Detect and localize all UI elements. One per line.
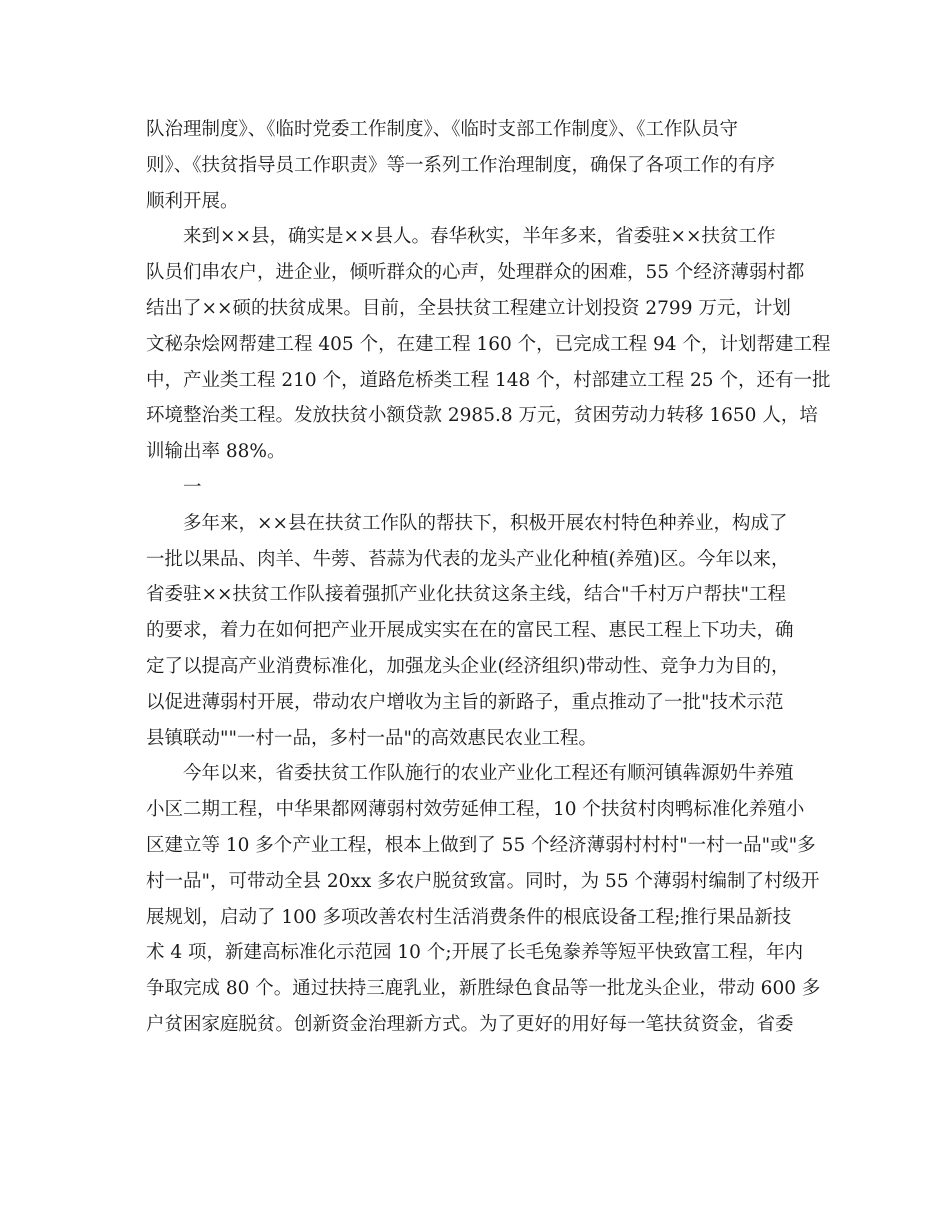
text-line: 术 4 项，新建高标准化示范园 10 个;开展了长毛兔豢养等短平快致富工程，年内 [146, 942, 804, 964]
text-line: 以促进薄弱村开展，带动农户增收为主旨的新路子，重点推动了一批"技术示范 [146, 691, 784, 713]
text-line: 今年以来，省委扶贫工作队施行的农业产业化工程还有顺河镇犇源奶牛养殖 [183, 763, 794, 785]
text-line: 结出了××硕的扶贫成果。目前，全县扶贫工程建立计划投资 2799 万元，计划 [146, 297, 791, 319]
document-page [146, 112, 831, 1043]
text-line: 县镇联动""一村一品，多村一品"的高效惠民农业工程。 [146, 727, 598, 749]
text-line: 一 [183, 476, 202, 498]
text-line: 队治理制度》、《临时党委工作制度》、《临时支部工作制度》、《工作队员守 [146, 119, 739, 140]
text-line: 小区二期工程，中华果都网薄弱村效劳延伸工程，10 个扶贫村肉鸭标准化养殖小 [146, 799, 805, 821]
text-line: 队员们串农户，进企业，倾听群众的心声，处理群众的困难，55 个经济薄弱村都 [146, 262, 805, 284]
text-line: 中，产业类工程 210 个，道路危桥类工程 148 个，村部建立工程 25 个，还有一批 [146, 369, 831, 391]
text-line: 定了以提高产业消费标准化，加强龙头企业(经济组织)带动性、竞争力为目的， [146, 655, 790, 677]
text-line: 村一品"，可带动全县 20xx 多农户脱贫致富。同时，为 55 个薄弱村编制了村级开 [146, 870, 820, 892]
text-line: 区建立等 10 多个产业工程，根本上做到了 55 个经济薄弱村村村"一村一品"或"多 [146, 834, 816, 856]
text-line: 则》、《扶贫指导员工作职责》等一系列工作治理制度，确保了各项工作的有序 [146, 154, 776, 176]
text-line: 展规划，启动了 100 多项改善农村生活消费条件的根底设备工程;推行果品新技 [146, 906, 792, 928]
text-line: 训输出率 88%。 [146, 441, 286, 463]
text-line: 来到××县，确实是××县人。春华秋实，半年多来，省委驻××扶贫工作 [183, 226, 776, 248]
text-line: 户贫困家庭脱贫。创新资金治理新方式。为了更好的用好每一笔扶贫资金，省委 [146, 1013, 794, 1035]
text-line: 多年来，××县在扶贫工作队的帮扶下，积极开展农村特色种养业，构成了 [183, 512, 788, 534]
text-line: 顺利开展。 [146, 190, 239, 212]
text-line: 环境整治类工程。发放扶贫小额贷款 2985.8 万元，贫困劳动力转移 1650 人，培 [146, 405, 818, 427]
text-line: 争取完成 80 个。通过扶持三鹿乳业，新胜绿色食品等一批龙头企业，带动 600 多 [146, 978, 821, 1000]
text-line: 一批以果品、肉羊、牛蒡、苔蒜为代表的龙头产业化种植(养殖)区。今年以来， [146, 548, 790, 570]
text-line: 省委驻××扶贫工作队接着强抓产业化扶贫这条主线，结合"千村万户帮扶"工程 [146, 584, 787, 606]
text-line: 的要求，着力在如何把产业开展成实实在在的富民工程、惠民工程上下功夫，确 [146, 620, 794, 642]
text-line: 文秘杂烩网帮建工程 405 个，在建工程 160 个，已完成工程 94 个，计划帮建工程 [146, 333, 831, 355]
